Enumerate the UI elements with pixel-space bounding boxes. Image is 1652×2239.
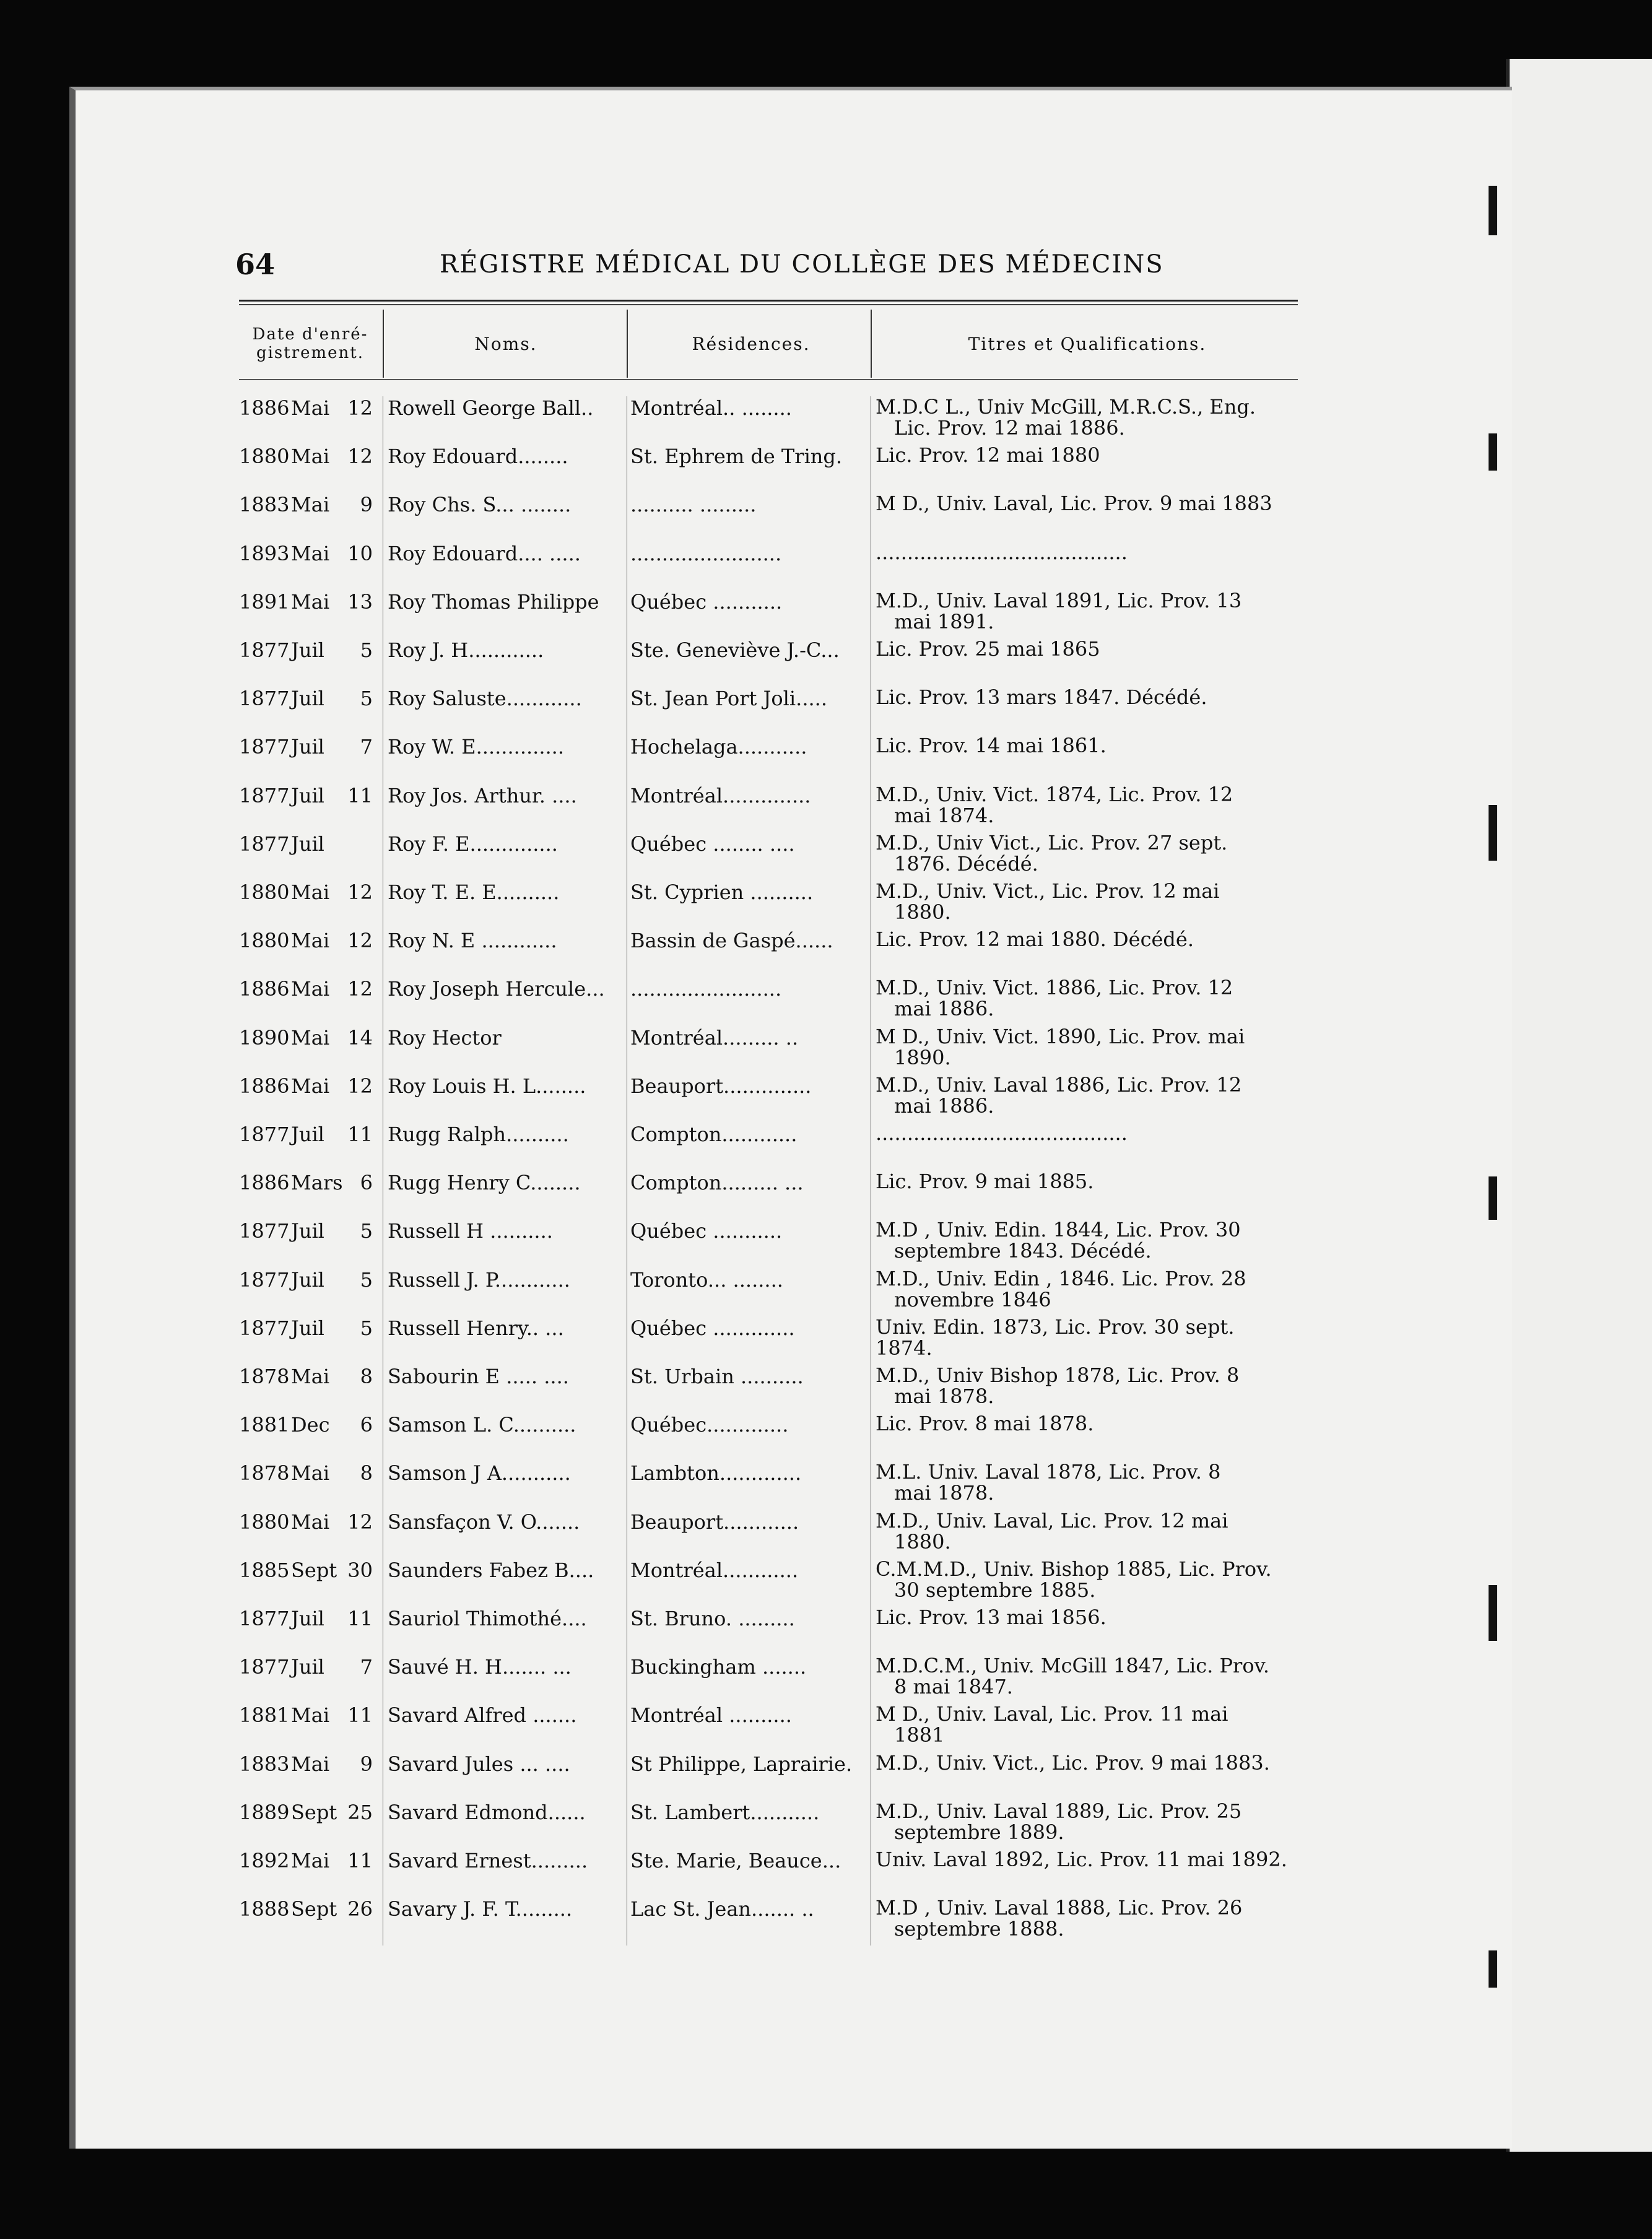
entry-year: 1892	[239, 1849, 290, 1872]
entry-residence: Hochelaga...........	[630, 735, 807, 759]
entry-name: Roy N. E ............	[388, 929, 557, 953]
entry-month: Mai	[291, 1365, 330, 1388]
entry-name: Roy W. E..............	[388, 735, 565, 759]
register-row	[239, 1461, 1298, 1508]
entry-month: Mai	[291, 396, 330, 420]
register-row	[239, 1365, 1298, 1412]
entry-name: Sauvé H. H....... ...	[388, 1655, 572, 1679]
entry-year: 1886	[239, 1171, 290, 1195]
entry-titles-line: M D., Univ. Laval, Lic. Prov. 11 mai	[876, 1702, 1228, 1726]
entry-residence: St. Urbain ..........	[630, 1365, 804, 1388]
entry-month: Mai	[291, 1849, 330, 1872]
entry-name: Roy J. H............	[388, 638, 544, 662]
entry-month: Juil	[291, 638, 324, 662]
entry-titles-continuation: mai 1878.	[894, 1481, 994, 1505]
entry-name: Roy Louis H. L........	[388, 1074, 586, 1098]
entry-day: 12	[347, 977, 373, 1001]
register-row	[239, 1607, 1298, 1654]
entry-year: 1877	[239, 832, 290, 856]
entry-year: 1877	[239, 1316, 290, 1340]
entry-name: Samson L. C..........	[388, 1413, 576, 1437]
entry-year: 1877	[239, 687, 290, 711]
entry-day: 10	[347, 541, 373, 565]
binding-mark	[1489, 433, 1497, 471]
entry-titles-line: Univ. Edin. 1873, Lic. Prov. 30 sept. 1874.	[876, 1315, 1235, 1360]
entry-residence: Québec ........ ....	[630, 832, 795, 856]
entry-name: Savard Edmond......	[388, 1800, 586, 1824]
entry-day: 13	[347, 589, 373, 614]
column-headers	[239, 310, 1298, 378]
entry-month: Mai	[291, 1461, 330, 1485]
entry-titles	[876, 1365, 1295, 1407]
register-row	[239, 1655, 1298, 1702]
entry-titles	[876, 493, 1295, 514]
entry-titles	[876, 590, 1295, 632]
column-header-names: Noms.	[474, 333, 537, 354]
entry-residence: Montréal.. ........	[630, 396, 792, 420]
entry-year: 1877	[239, 1267, 290, 1292]
entry-titles-continuation: mai 1886.	[894, 1093, 994, 1118]
entry-year: 1878	[239, 1461, 290, 1485]
entry-day: 12	[347, 396, 373, 420]
column-header-date-line1: Date d'enré-	[252, 325, 368, 344]
entry-name: Roy Jos. Arthur. ....	[388, 783, 577, 807]
entry-day: 5	[360, 1267, 373, 1292]
entry-titles-continuation: mai 1874.	[894, 803, 994, 827]
entry-month: Dec	[291, 1413, 330, 1437]
entry-name: Saunders Fabez B....	[388, 1558, 594, 1582]
entry-year: 1877	[239, 638, 290, 662]
entry-month: Juil	[291, 687, 324, 711]
entry-month: Juil	[291, 735, 324, 759]
entry-day: 11	[347, 1703, 373, 1728]
entry-titles	[876, 638, 1295, 659]
entry-year: 1886	[239, 1074, 290, 1098]
entry-titles-line: M.D., Univ Bishop 1878, Lic. Prov. 8	[876, 1363, 1240, 1387]
entry-day: 12	[347, 445, 373, 469]
entry-titles	[876, 1074, 1295, 1116]
register-row	[239, 832, 1298, 879]
entry-year: 1880	[239, 1510, 290, 1534]
entry-titles-continuation: novembre 1846	[894, 1287, 1051, 1311]
entry-year: 1880	[239, 880, 290, 904]
entry-residence: Montréal ..........	[630, 1703, 792, 1728]
entry-titles	[876, 542, 1295, 563]
entry-month: Mai	[291, 493, 330, 517]
register-row	[239, 735, 1298, 782]
entry-titles-continuation: septembre 1888.	[894, 1917, 1064, 1941]
entry-name: Sauriol Thimothé....	[388, 1607, 587, 1630]
register-row	[239, 1752, 1298, 1799]
register-row	[239, 687, 1298, 734]
entry-residence: Beauport............	[630, 1510, 799, 1534]
entry-residence: St Philippe, Laprairie.	[630, 1752, 853, 1776]
entry-titles-line: M.D.C.M., Univ. McGill 1847, Lic. Prov.	[876, 1654, 1270, 1678]
entry-residence: Québec ...........	[630, 589, 783, 614]
entry-titles-line: M.D., Univ Vict., Lic. Prov. 27 sept.	[876, 830, 1228, 854]
register-row	[239, 445, 1298, 492]
entry-titles-line: M.D , Univ. Laval 1888, Lic. Prov. 26	[876, 1896, 1243, 1920]
register-row	[239, 1510, 1298, 1557]
register-row	[239, 1171, 1298, 1218]
entry-day: 6	[360, 1171, 373, 1195]
entry-residence: Montréal..............	[630, 783, 811, 807]
entry-residence: Buckingham .......	[630, 1655, 807, 1679]
entry-name: Roy T. E. E..........	[388, 880, 560, 904]
register-row	[239, 977, 1298, 1024]
entry-residence: .......... .........	[630, 493, 757, 517]
entry-titles	[876, 687, 1295, 708]
entry-titles	[876, 445, 1295, 466]
entry-day: 25	[347, 1800, 373, 1824]
entry-titles-continuation: 1880.	[894, 1529, 951, 1554]
binding-mark	[1489, 1176, 1497, 1220]
page-header	[235, 248, 1300, 297]
register-row	[239, 493, 1298, 540]
column-header-rule	[239, 379, 1298, 380]
binding-mark	[1489, 1585, 1497, 1641]
entry-titles-continuation: mai 1878.	[894, 1385, 994, 1408]
entry-year: 1883	[239, 493, 290, 517]
entry-month: Mai	[291, 541, 330, 565]
binding-mark	[1489, 1950, 1497, 1988]
entry-name: Roy Thomas Philippe	[388, 589, 599, 614]
entry-residence: Québec.............	[630, 1413, 789, 1437]
entry-year: 1891	[239, 589, 290, 614]
entry-titles	[876, 1801, 1295, 1843]
register-row	[239, 1268, 1298, 1315]
entry-titles	[876, 1026, 1295, 1068]
register-row	[239, 880, 1298, 928]
entry-name: Roy Edouard.... .....	[388, 541, 581, 565]
entry-name: Samson J A...........	[388, 1461, 571, 1485]
entry-titles	[876, 1219, 1295, 1261]
register-entries	[239, 396, 1298, 1957]
entry-titles	[876, 880, 1295, 923]
binding-mark	[1489, 186, 1497, 235]
entry-day: 6	[360, 1413, 373, 1437]
entry-titles-line: M.D., Univ. Vict., Lic. Prov. 9 mai 1883.	[876, 1750, 1270, 1775]
entry-day: 30	[347, 1558, 373, 1582]
entry-titles-line: M.D.C L., Univ McGill, M.R.C.S., Eng.	[876, 395, 1256, 419]
entry-month: Mai	[291, 1074, 330, 1098]
entry-month: Sept	[291, 1800, 337, 1824]
entry-name: Roy Saluste............	[388, 687, 582, 711]
register-row	[239, 1074, 1298, 1121]
entry-day: 7	[360, 1655, 373, 1679]
entry-titles-line: Univ. Laval 1892, Lic. Prov. 11 mai 1892.	[876, 1848, 1287, 1871]
running-title: RÉGISTRE MÉDICAL DU COLLÈGE DES MÉDECINS	[440, 250, 1164, 279]
entry-month: Juil	[291, 1219, 324, 1243]
entry-residence: Ste. Marie, Beauce...	[630, 1849, 841, 1872]
page-number: 64	[235, 248, 276, 281]
entry-month: Mai	[291, 1025, 330, 1050]
entry-month: Juil	[291, 783, 324, 807]
entry-titles-line: M.D., Univ. Laval 1886, Lic. Prov. 12	[876, 1072, 1242, 1097]
entry-day: 26	[347, 1897, 373, 1921]
entry-titles-line: C.M.M.D., Univ. Bishop 1885, Lic. Prov.	[876, 1557, 1272, 1581]
register-row	[239, 929, 1298, 976]
entry-day: 9	[360, 1752, 373, 1776]
column-header-titles: Titres et Qualifications.	[968, 333, 1207, 354]
header-rule	[239, 304, 1298, 305]
register-row	[239, 784, 1298, 831]
entry-year: 1877	[239, 1607, 290, 1630]
entry-residence: Ste. Geneviève J.-C...	[630, 638, 840, 662]
entry-titles-continuation: 1876. Décédé.	[894, 851, 1038, 876]
entry-titles-line: Lic. Prov. 25 mai 1865	[876, 637, 1100, 661]
entry-titles	[876, 1607, 1295, 1628]
entry-titles-continuation: mai 1886.	[894, 997, 994, 1021]
entry-titles-continuation: 8 mai 1847.	[894, 1675, 1013, 1699]
entry-residence: ........................	[630, 977, 782, 1001]
entry-titles	[876, 1559, 1295, 1601]
entry-month: Mai	[291, 1510, 330, 1534]
register-row	[239, 1219, 1298, 1266]
entry-titles-line: M.D., Univ. Laval, Lic. Prov. 12 mai	[876, 1508, 1228, 1533]
entry-month: Juil	[291, 1267, 324, 1292]
entry-year: 1877	[239, 735, 290, 759]
entry-residence: Beauport..............	[630, 1074, 812, 1098]
column-header-date-line2: gistrement.	[256, 344, 365, 362]
entry-day: 8	[360, 1365, 373, 1388]
entry-residence: Bassin de Gaspé......	[630, 929, 833, 953]
entry-day: 11	[347, 1607, 373, 1630]
entry-titles-line: Lic. Prov. 13 mars 1847. Décédé.	[876, 685, 1207, 710]
entry-day: 5	[360, 1219, 373, 1243]
entry-year: 1880	[239, 445, 290, 469]
entry-name: Sabourin E ..... ....	[388, 1365, 569, 1388]
entry-titles	[876, 1123, 1295, 1144]
entry-month: Juil	[291, 1316, 324, 1340]
entry-titles-line: Lic. Prov. 14 mai 1861.	[876, 734, 1106, 758]
register-row	[239, 590, 1298, 637]
entry-day: 11	[347, 1123, 373, 1146]
entry-name: Rowell George Ball..	[388, 396, 594, 420]
entry-year: 1893	[239, 541, 290, 565]
entry-residence: Toronto... ........	[630, 1267, 783, 1292]
entry-name: Savard Alfred .......	[388, 1703, 577, 1728]
register-row	[239, 542, 1298, 589]
entry-year: 1890	[239, 1025, 290, 1050]
entry-titles	[876, 1849, 1295, 1870]
entry-name: Russell J. P............	[388, 1267, 570, 1292]
entry-residence: Montréal......... ..	[630, 1025, 799, 1050]
entry-day: 7	[360, 735, 373, 759]
entry-titles-line: ........................................	[876, 540, 1128, 564]
entry-day: 9	[360, 493, 373, 517]
entry-titles-line: Lic. Prov. 13 mai 1856.	[876, 1606, 1106, 1629]
entry-name: Russell H ..........	[388, 1219, 553, 1243]
entry-titles-continuation: mai 1891.	[894, 609, 994, 633]
adjacent-page	[1506, 59, 1652, 2152]
binding-mark	[1489, 805, 1497, 861]
entry-name: Roy Edouard........	[388, 445, 568, 469]
entry-titles	[876, 1316, 1295, 1359]
entry-titles-continuation: 1890.	[894, 1045, 951, 1069]
entry-titles-line: Lic. Prov. 8 mai 1878.	[876, 1412, 1094, 1436]
entry-year: 1877	[239, 1655, 290, 1679]
entry-day: 12	[347, 1510, 373, 1534]
column-divider	[871, 310, 872, 378]
register-row	[239, 638, 1298, 685]
entry-titles	[876, 929, 1295, 950]
entry-residence: Lambton.............	[630, 1461, 802, 1485]
entry-month: Juil	[291, 1655, 324, 1679]
register-row	[239, 1897, 1298, 1944]
register-row	[239, 396, 1298, 443]
entry-year: 1881	[239, 1703, 290, 1728]
entry-titles	[876, 1413, 1295, 1434]
entry-name: Roy F. E..............	[388, 832, 558, 856]
register-row	[239, 1123, 1298, 1170]
entry-name: Russell Henry.. ...	[388, 1316, 564, 1340]
column-divider	[627, 310, 628, 378]
entry-year: 1889	[239, 1800, 290, 1824]
entry-titles	[876, 977, 1295, 1019]
entry-residence: St. Ephrem de Tring.	[630, 445, 843, 469]
entry-titles	[876, 1461, 1295, 1503]
entry-residence: Québec .............	[630, 1316, 795, 1340]
entry-month: Juil	[291, 832, 324, 856]
entry-titles	[876, 1268, 1295, 1310]
entry-name: Rugg Ralph..........	[388, 1123, 569, 1146]
entry-residence: Montréal............	[630, 1558, 799, 1582]
entry-titles-line: M.D., Univ. Vict. 1886, Lic. Prov. 12	[876, 976, 1233, 1000]
entry-month: Mai	[291, 880, 330, 904]
entry-year: 1881	[239, 1413, 290, 1437]
entry-day: 8	[360, 1461, 373, 1485]
entry-year: 1885	[239, 1558, 290, 1582]
entry-day: 14	[347, 1025, 373, 1050]
entry-month: Juil	[291, 1607, 324, 1630]
entry-titles-continuation: septembre 1889.	[894, 1820, 1064, 1844]
column-header-date	[239, 310, 381, 378]
entry-titles-line: M.D., Univ. Laval 1891, Lic. Prov. 13	[876, 588, 1242, 612]
register-row	[239, 1026, 1298, 1073]
entry-titles	[876, 1655, 1295, 1697]
entry-name: Roy Chs. S... ........	[388, 493, 572, 517]
entry-residence: Québec ...........	[630, 1219, 783, 1243]
entry-name: Sansfaçon V. O.......	[388, 1510, 580, 1534]
entry-residence: St. Cyprien ..........	[630, 880, 814, 904]
entry-titles-line: M D., Univ. Laval, Lic. Prov. 9 mai 1883	[876, 492, 1272, 516]
entry-titles	[876, 1510, 1295, 1552]
entry-month: Sept	[291, 1897, 337, 1921]
entry-titles-line: M D., Univ. Vict. 1890, Lic. Prov. mai	[876, 1024, 1245, 1048]
entry-residence: St. Jean Port Joli.....	[630, 687, 827, 711]
entry-titles-line: ........................................	[876, 1121, 1128, 1145]
entry-month: Mai	[291, 445, 330, 469]
entry-name: Savary J. F. T.........	[388, 1897, 573, 1921]
entry-day: 5	[360, 1316, 373, 1340]
entry-titles	[876, 1897, 1295, 1939]
column-header-residences: Résidences.	[692, 333, 811, 354]
entry-month: Sept	[291, 1558, 337, 1582]
register-row	[239, 1316, 1298, 1363]
entry-month: Mai	[291, 589, 330, 614]
entry-titles-line: Lic. Prov. 9 mai 1885.	[876, 1170, 1094, 1194]
entry-month: Mai	[291, 929, 330, 953]
entry-month: Juil	[291, 1123, 324, 1146]
entry-residence: Compton......... ...	[630, 1171, 804, 1195]
entry-titles-line: M.D., Univ. Vict. 1874, Lic. Prov. 12	[876, 782, 1233, 806]
entry-titles-line: M.L. Univ. Laval 1878, Lic. Prov. 8	[876, 1460, 1221, 1484]
entry-titles	[876, 1703, 1295, 1746]
register-row	[239, 1801, 1298, 1848]
entry-day: 12	[347, 880, 373, 904]
header-rule	[239, 300, 1298, 302]
entry-name: Roy Joseph Hercule...	[388, 977, 605, 1001]
entry-day: 11	[347, 1849, 373, 1872]
entry-residence: St. Bruno. .........	[630, 1607, 795, 1630]
entry-titles-continuation: Lic. Prov. 12 mai 1886.	[894, 416, 1125, 440]
entry-titles	[876, 784, 1295, 826]
entry-titles-line: M.D., Univ. Vict., Lic. Prov. 12 mai	[876, 879, 1220, 903]
entry-month: Mai	[291, 977, 330, 1001]
entry-year: 1877	[239, 1219, 290, 1243]
entry-year: 1886	[239, 396, 290, 420]
entry-titles-continuation: septembre 1843. Décédé.	[894, 1239, 1152, 1263]
entry-year: 1880	[239, 929, 290, 953]
entry-name: Savard Ernest.........	[388, 1849, 588, 1872]
entry-titles	[876, 735, 1295, 756]
column-divider	[383, 310, 384, 378]
entry-month: Mars	[291, 1171, 343, 1195]
entry-year: 1883	[239, 1752, 290, 1776]
entry-titles-continuation: 1881	[894, 1723, 945, 1747]
entry-titles	[876, 1171, 1295, 1192]
entry-month: Mai	[291, 1703, 330, 1728]
entry-name: Rugg Henry C........	[388, 1171, 581, 1195]
entry-residence: ........................	[630, 541, 782, 565]
entry-titles-line: M.D., Univ. Laval 1889, Lic. Prov. 25	[876, 1799, 1242, 1823]
entry-month: Mai	[291, 1752, 330, 1776]
register-row	[239, 1849, 1298, 1896]
entry-year: 1886	[239, 977, 290, 1001]
entry-day: 12	[347, 1074, 373, 1098]
entry-titles-line: Lic. Prov. 12 mai 1880	[876, 443, 1100, 467]
entry-day: 5	[360, 638, 373, 662]
register-row	[239, 1703, 1298, 1750]
entry-year: 1878	[239, 1365, 290, 1388]
entry-titles-continuation: 30 septembre 1885.	[894, 1578, 1096, 1602]
entry-residence: Lac St. Jean....... ..	[630, 1897, 814, 1921]
entry-titles-line: M.D., Univ. Edin , 1846. Lic. Prov. 28	[876, 1266, 1246, 1290]
entry-residence: Compton............	[630, 1123, 798, 1146]
entry-day: 12	[347, 929, 373, 953]
entry-name: Roy Hector	[388, 1025, 502, 1050]
entry-titles-line: M.D , Univ. Edin. 1844, Lic. Prov. 30	[876, 1218, 1241, 1242]
entry-titles-continuation: 1880.	[894, 900, 951, 924]
register-row	[239, 1413, 1298, 1460]
entry-titles	[876, 396, 1295, 438]
entry-titles-line: Lic. Prov. 12 mai 1880. Décédé.	[876, 928, 1194, 952]
entry-year: 1877	[239, 783, 290, 807]
entry-residence: St. Lambert...........	[630, 1800, 820, 1824]
register-row	[239, 1559, 1298, 1606]
entry-year: 1888	[239, 1897, 290, 1921]
entry-day: 5	[360, 687, 373, 711]
entry-titles	[876, 832, 1295, 874]
entry-day: 11	[347, 783, 373, 807]
entry-year: 1877	[239, 1123, 290, 1146]
entry-titles	[876, 1752, 1295, 1773]
entry-name: Savard Jules ... ....	[388, 1752, 570, 1776]
